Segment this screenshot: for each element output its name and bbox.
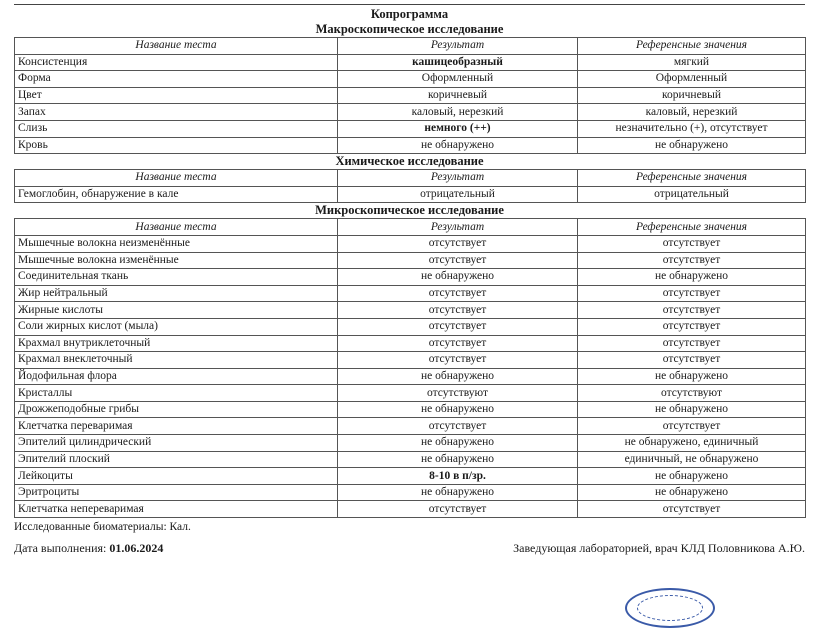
result-cell: не обнаружено <box>338 368 578 385</box>
test-name-cell: Мышечные волокна изменённые <box>15 252 338 269</box>
reference-cell: отсутствует <box>578 335 806 352</box>
lab-stamp-icon <box>625 588 715 628</box>
result-cell: отсутствует <box>338 302 578 319</box>
test-name-cell: Эритроциты <box>15 484 338 501</box>
biomaterial-note: Исследованные биоматериалы: Кал. <box>14 521 191 534</box>
header-reference: Референсные значения <box>578 170 806 187</box>
test-name-cell: Дрожжеподобные грибы <box>15 401 338 418</box>
test-name-cell: Клетчатка непереваримая <box>15 501 338 518</box>
table-header-row <box>15 170 806 187</box>
table-row <box>15 137 806 154</box>
header-reference: Референсные значения <box>578 38 806 55</box>
test-name-cell: Жир нейтральный <box>15 285 338 302</box>
header-test-name: Название теста <box>15 38 338 55</box>
results-table <box>14 169 806 203</box>
table-row <box>15 385 806 402</box>
header-test-name: Название теста <box>15 170 338 187</box>
test-name-cell: Жирные кислоты <box>15 302 338 319</box>
test-name-cell: Йодофильная флора <box>15 368 338 385</box>
reference-cell: не обнаружено, единичный <box>578 435 806 452</box>
reference-cell: не обнаружено <box>578 368 806 385</box>
result-cell: не обнаружено <box>338 269 578 286</box>
report-footer <box>14 541 805 556</box>
reference-cell: каловый, нерезкий <box>578 104 806 121</box>
result-cell: отсутствует <box>338 252 578 269</box>
test-name-cell: Цвет <box>15 87 338 104</box>
table-row <box>15 285 806 302</box>
test-name-cell: Лейкоциты <box>15 468 338 485</box>
reference-cell: отрицательный <box>578 186 806 203</box>
table-row <box>15 468 806 485</box>
result-cell: коричневый <box>338 87 578 104</box>
reference-cell: отсутствует <box>578 302 806 319</box>
result-cell: отсутствует <box>338 335 578 352</box>
test-name-cell: Слизь <box>15 120 338 137</box>
table-row <box>15 104 806 121</box>
table-row <box>15 54 806 71</box>
report-page <box>14 0 805 556</box>
table-row <box>15 252 806 269</box>
result-cell: отсутствует <box>338 352 578 369</box>
table-row <box>15 451 806 468</box>
table-row <box>15 418 806 435</box>
reference-cell: не обнаружено <box>578 468 806 485</box>
stamp-inner-ring <box>637 595 703 621</box>
header-reference: Референсные значения <box>578 219 806 236</box>
table-row <box>15 235 806 252</box>
reference-cell: мягкий <box>578 54 806 71</box>
result-cell: отсутствует <box>338 501 578 518</box>
section-title: Макроскопическое исследование <box>315 22 504 36</box>
reference-cell: не обнаружено <box>578 484 806 501</box>
test-name-cell: Эпителий цилиндрический <box>15 435 338 452</box>
report-sections <box>14 22 805 518</box>
result-cell: отсутствуют <box>338 385 578 402</box>
table-row <box>15 120 806 137</box>
reference-cell: Оформленный <box>578 71 806 88</box>
table-row <box>15 302 806 319</box>
test-name-cell: Мышечные волокна неизменённые <box>15 235 338 252</box>
result-cell: не обнаружено <box>338 435 578 452</box>
reference-cell: отсутствует <box>578 418 806 435</box>
results-table <box>14 218 806 518</box>
test-name-cell: Кровь <box>15 137 338 154</box>
table-header-row <box>15 38 806 55</box>
reference-cell: единичный, не обнаружено <box>578 451 806 468</box>
table-row <box>15 401 806 418</box>
reference-cell: отсутствуют <box>578 385 806 402</box>
result-cell: не обнаружено <box>338 451 578 468</box>
report-title: Копрограмма <box>370 7 449 21</box>
reference-cell: отсутствует <box>578 318 806 335</box>
table-header-row <box>15 219 806 236</box>
result-cell: не обнаружено <box>338 137 578 154</box>
table-row <box>15 335 806 352</box>
reference-cell: коричневый <box>578 87 806 104</box>
table-row <box>15 186 806 203</box>
section-title: Химическое исследование <box>335 154 484 169</box>
reference-cell: отсутствует <box>578 285 806 302</box>
table-row <box>15 435 806 452</box>
test-name-cell: Крахмал внеклеточный <box>15 352 338 369</box>
test-name-cell: Крахмал внутриклеточный <box>15 335 338 352</box>
test-name-cell: Консистенция <box>15 54 338 71</box>
result-cell: отсутствует <box>338 318 578 335</box>
table-row <box>15 368 806 385</box>
result-cell: 8-10 в п/зр. <box>338 468 578 485</box>
reference-cell: не обнаружено <box>578 269 806 286</box>
result-cell: кашицеобразный <box>338 54 578 71</box>
result-cell: отсутствует <box>338 235 578 252</box>
test-name-cell: Соли жирных кислот (мыла) <box>15 318 338 335</box>
date-value: 01.06.2024 <box>109 541 164 556</box>
test-name-cell: Клетчатка переваримая <box>15 418 338 435</box>
test-name-cell: Кристаллы <box>15 385 338 402</box>
reference-cell: отсутствует <box>578 235 806 252</box>
test-name-cell: Форма <box>15 71 338 88</box>
date-label: Дата выполнения: <box>14 541 110 556</box>
completion-date <box>14 541 163 556</box>
result-cell: отсутствует <box>338 418 578 435</box>
test-name-cell: Эпителий плоский <box>15 451 338 468</box>
section-title: Микроскопическое исследование <box>315 203 504 218</box>
reference-cell: отсутствует <box>578 352 806 369</box>
reference-cell: не обнаружено <box>578 137 806 154</box>
table-row <box>15 269 806 286</box>
test-name-cell: Соединительная ткань <box>15 269 338 286</box>
test-name-cell: Гемоглобин, обнаружение в кале <box>15 186 338 203</box>
result-cell: каловый, нерезкий <box>338 104 578 121</box>
reference-cell: отсутствует <box>578 252 806 269</box>
header-result: Результат <box>338 38 578 55</box>
table-row <box>15 87 806 104</box>
top-rule <box>14 4 805 5</box>
result-cell: отсутствует <box>338 285 578 302</box>
result-cell: не обнаружено <box>338 484 578 501</box>
result-cell: отрицательный <box>338 186 578 203</box>
table-row <box>15 501 806 518</box>
results-table <box>14 37 806 154</box>
result-cell: Оформленный <box>338 71 578 88</box>
result-cell: не обнаружено <box>338 401 578 418</box>
table-row <box>15 352 806 369</box>
header-result: Результат <box>338 219 578 236</box>
reference-cell: не обнаружено <box>578 401 806 418</box>
result-cell: немного (++) <box>338 120 578 137</box>
table-row <box>15 318 806 335</box>
signature-line: Заведующая лабораторией, врач КЛД Половникова А.Ю. <box>513 541 805 556</box>
header-result: Результат <box>338 170 578 187</box>
header-test-name: Название теста <box>15 219 338 236</box>
table-row <box>15 484 806 501</box>
reference-cell: отсутствует <box>578 501 806 518</box>
test-name-cell: Запах <box>15 104 338 121</box>
reference-cell: незначительно (+), отсутствует <box>578 120 806 137</box>
table-row <box>15 71 806 88</box>
